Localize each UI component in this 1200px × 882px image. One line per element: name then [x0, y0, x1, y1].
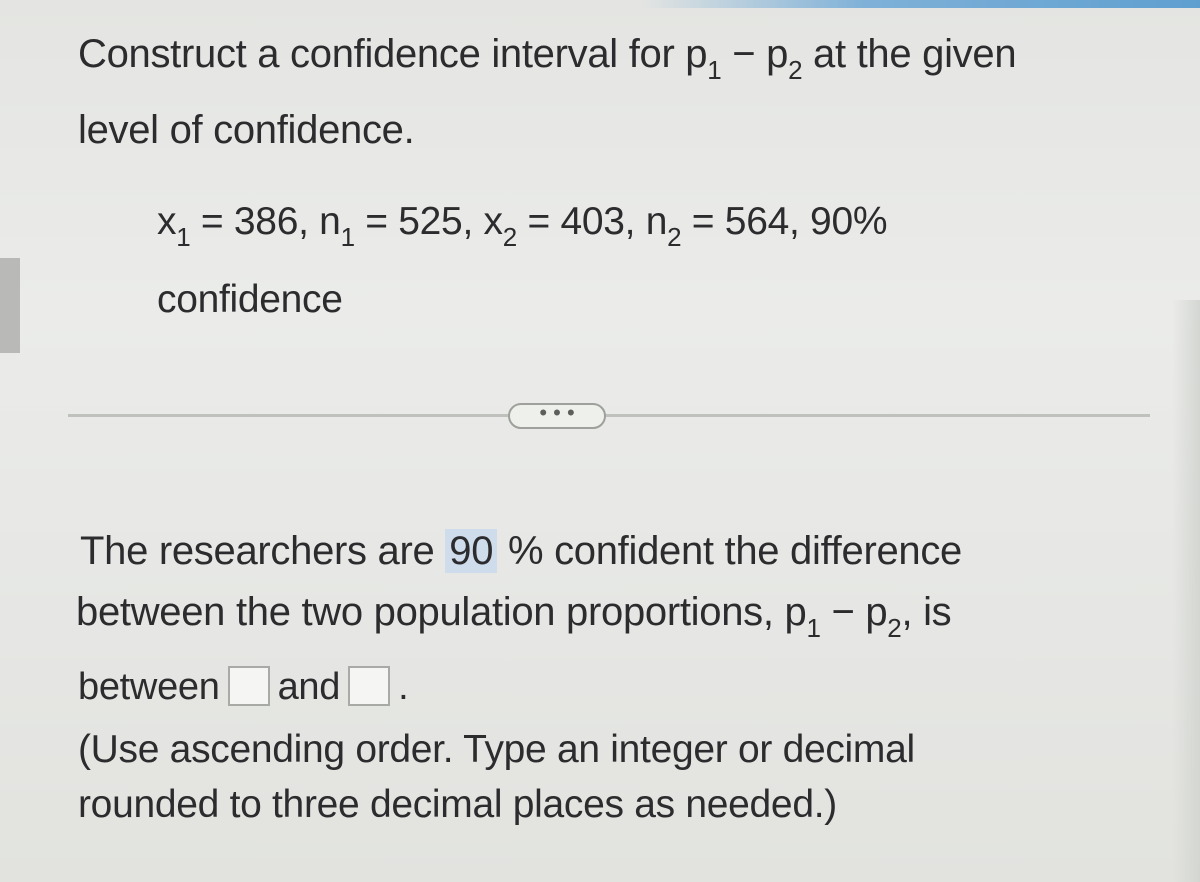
- instruction-note-line2: rounded to three decimal places as needed.): [78, 783, 837, 826]
- p2-symbol-result: p: [865, 590, 888, 634]
- result-line2-end: , is: [901, 590, 952, 634]
- lower-bound-input[interactable]: [228, 666, 270, 706]
- confidence-value-highlight: 90: [445, 529, 497, 573]
- p1-subscript: 1: [707, 55, 722, 85]
- left-edge-shadow: [0, 258, 20, 353]
- question-prompt-line2: level of confidence.: [78, 108, 415, 152]
- result-line2-text: between the two population proportions,: [76, 590, 785, 634]
- minus-sign: −: [721, 32, 767, 76]
- p2-subscript-result: 2: [887, 613, 902, 643]
- prompt-text-end: at the given: [802, 32, 1017, 76]
- x1-subscript: 1: [176, 222, 191, 252]
- between-label: between: [78, 666, 220, 708]
- n2-subscript: 2: [667, 222, 682, 252]
- x1-symbol: x: [157, 200, 177, 243]
- result-sentence-line2: [76, 590, 952, 643]
- n2-value: = 564, 90%: [681, 200, 888, 243]
- p2-subscript: 2: [788, 55, 803, 85]
- section-divider: [68, 414, 1150, 417]
- minus-sign-result: −: [820, 590, 866, 634]
- p1-symbol: p: [685, 32, 708, 76]
- prompt-text: Construct a confidence interval for: [78, 32, 686, 76]
- result-text-cont: % confident the difference: [497, 529, 962, 573]
- p1-symbol-result: p: [784, 590, 807, 634]
- n1-value: = 525,: [354, 200, 484, 243]
- question-prompt-line1: [78, 32, 1017, 85]
- result-text: The researchers are: [80, 529, 446, 573]
- x2-symbol: x: [483, 200, 503, 243]
- instruction-note-line1: (Use ascending order. Type an integer or decimal: [78, 728, 915, 771]
- top-accent-bar: [640, 0, 1200, 8]
- given-values: [157, 200, 888, 252]
- p1-subscript-result: 1: [806, 613, 821, 643]
- right-edge-shadow: [1172, 300, 1200, 882]
- x1-value: = 386,: [190, 200, 320, 243]
- result-sentence-line1: [80, 531, 962, 571]
- upper-bound-input[interactable]: [348, 666, 390, 706]
- n1-subscript: 1: [340, 222, 355, 252]
- n2-symbol: n: [645, 200, 668, 243]
- answer-line: [78, 668, 408, 709]
- period: .: [398, 666, 409, 708]
- more-options-button[interactable]: • • •: [508, 403, 606, 429]
- given-confidence-label: confidence: [157, 278, 343, 321]
- x2-subscript: 2: [502, 222, 517, 252]
- and-label: and: [277, 666, 341, 708]
- n1-symbol: n: [319, 200, 341, 243]
- p2-symbol: p: [766, 32, 789, 76]
- x2-value: = 403,: [516, 200, 646, 243]
